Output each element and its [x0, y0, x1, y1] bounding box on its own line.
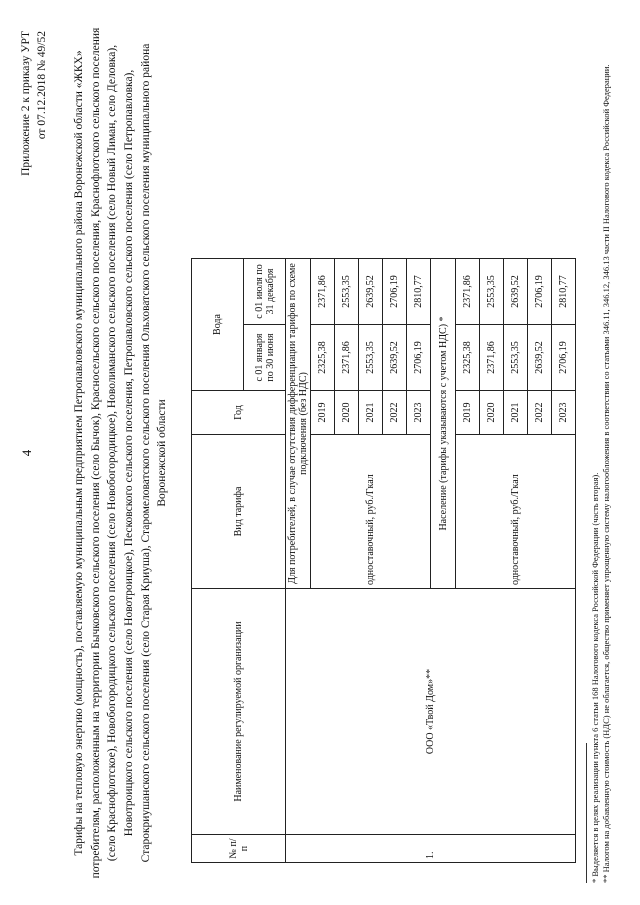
year-cell: 2019	[311, 390, 335, 434]
tariff-value: 2706,19	[407, 324, 431, 390]
tariff-value: 2639,52	[359, 258, 383, 324]
tariff-value: 2810,77	[552, 258, 576, 324]
footnote-divider	[586, 743, 587, 883]
tariff-value: 2706,19	[552, 324, 576, 390]
year-cell: 2022	[383, 390, 407, 434]
tariff-table	[191, 258, 576, 863]
year-cell: 2023	[552, 390, 576, 434]
tariff-value: 2639,52	[504, 258, 528, 324]
organization-name: ООО «Твой Дом»**	[286, 588, 576, 834]
year-cell: 2020	[335, 390, 359, 434]
year-cell: 2021	[504, 390, 528, 434]
header-period-1: с 01 января по 30 июня	[244, 324, 286, 390]
tariff-value: 2706,19	[528, 258, 552, 324]
tariff-value: 2371,86	[480, 324, 504, 390]
section-label: Для потребителей, в случае отсутствия дифференциации тарифов по схеме подключения (без НДС)	[286, 258, 311, 588]
header-period-2: с 01 июля по 31 декабря	[244, 258, 286, 324]
year-cell: 2019	[456, 390, 480, 434]
tariff-value: 2553,35	[359, 324, 383, 390]
header-organization: Наименование регулируемой организации	[192, 588, 286, 834]
header-water: Вода	[192, 258, 244, 390]
tariff-value: 2810,77	[407, 258, 431, 324]
appendix-line-2: от 07.12.2018 № 49/52	[35, 30, 48, 139]
page-number: 4	[19, 449, 34, 456]
footnote-2: ** Налогом на добавленную стоимость (НДС) не облагается, общество применяет упрощенную систему налогообложения в соответствии со статьями 346.11, 346.12, 346.13 части II Налогового кодекса Российской Федерации.	[601, 63, 612, 883]
tariff-value: 2371,86	[456, 258, 480, 324]
footnote-1: * Выделяется в целях реализации пункта 6 статьи 168 Налогового кодекса Российской Федерации (часть вторая).	[590, 472, 600, 883]
year-cell: 2020	[480, 390, 504, 434]
tariff-kind: одноставочный, руб./Гкал	[456, 434, 576, 588]
document-page	[15, 13, 625, 893]
header-number: № п/п	[192, 834, 286, 862]
tariff-value: 2639,52	[528, 324, 552, 390]
row-number: 1.	[286, 834, 576, 862]
header-tariff-kind: Вид тарифа	[192, 434, 286, 588]
tariff-value: 2553,35	[504, 324, 528, 390]
footnotes	[590, 23, 613, 883]
tariff-value: 2706,19	[383, 258, 407, 324]
appendix-reference	[19, 31, 50, 176]
document-title: Тарифы на тепловую энергию (мощность), поставляемую муниципальным предприятием Петропавловского муниципального района Воронежской области «ЖКХ» потребителям, расположенным на территории Бычковского сельского поселения (село Бычок), Красносельского сельского поселения, Краснофлотского сельского поселения (село Краснофлотское), Новобогородицкого сельского поселения (село Новобогородицкое), Новолиманского сельского поселения (село Новый Лиман, село Деловка), Новотроицкого сельского поселения (село Новотроицкое), Песковского сельского поселения, Петропавловского сельского поселения (село Петропавловка), Старокриушанского сельского поселения (село Старая Криуша), Старомеловатского сельского поселения Ольховатского сельского поселения муниципального района Воронежской области	[73, 27, 169, 878]
year-cell: 2022	[528, 390, 552, 434]
tariff-value: 2325,38	[311, 324, 335, 390]
tariff-value: 2553,35	[480, 258, 504, 324]
tariff-value: 2371,86	[335, 324, 359, 390]
tariff-value: 2639,52	[383, 324, 407, 390]
tariff-value: 2325,38	[456, 324, 480, 390]
tariff-kind: одноставочный, руб./Гкал	[311, 434, 431, 588]
section-label: Население (тарифы указываются с учетом НДС) *	[431, 258, 456, 588]
appendix-line-1: Приложение 2 к приказу УРТ	[20, 30, 32, 176]
header-year: Год	[192, 390, 286, 434]
year-cell: 2021	[359, 390, 383, 434]
year-cell: 2023	[407, 390, 431, 434]
tariff-value: 2371,86	[311, 258, 335, 324]
tariff-value: 2553,35	[335, 258, 359, 324]
